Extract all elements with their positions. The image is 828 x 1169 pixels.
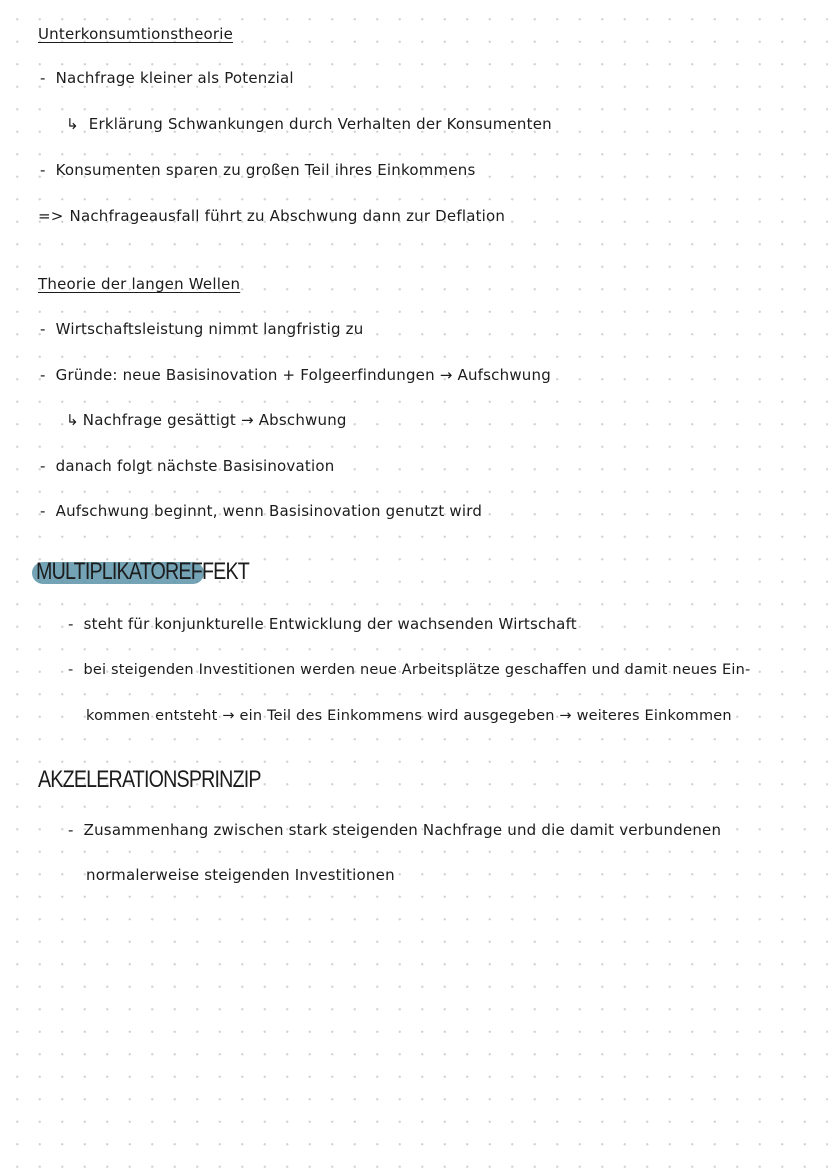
list-item [68, 820, 721, 840]
list-item [40, 68, 294, 88]
list-item [40, 365, 551, 385]
dash-bullet: - [40, 457, 46, 475]
list-item-text: Gründe: neue Basisinovation + Folgeerfindungen → Aufschwung [55, 366, 551, 384]
section-title-akzelerationsprinzip: AKZELERATIONSPRINZIP [38, 766, 261, 793]
return-arrow-icon: ↳ [66, 411, 79, 429]
dash-bullet: - [40, 320, 46, 338]
list-item-text: Nachfrage gesättigt → Abschwung [82, 411, 347, 429]
list-item-text: Zusammenhang zwischen stark steigenden Nachfrage und die damit verbundenen [83, 821, 722, 839]
dash-bullet: - [40, 366, 46, 384]
list-item-text: Nachfrage kleiner als Potenzial [55, 69, 294, 87]
dash-bullet: - [68, 615, 74, 633]
list-item [40, 319, 363, 339]
implies-arrow-icon: => [38, 207, 64, 225]
list-item-text: Aufschwung beginnt, wenn Basisinovation genutzt wird [55, 502, 483, 520]
list-item-text: Nachfrageausfall führt zu Abschwung dann zur Deflation [69, 207, 506, 225]
section-title-unterkonsumtion: Unterkonsumtionstheorie [38, 25, 234, 43]
dash-bullet: - [40, 502, 46, 520]
section-title-multiplikatoreffekt: MULTIPLIKATOREFFEKT [36, 558, 249, 585]
dash-bullet: - [68, 821, 74, 839]
list-item-continuation: kommen entsteht → ein Teil des Einkommens wird ausgegeben → weiteres Einkommen [86, 708, 732, 724]
dash-bullet: - [68, 662, 74, 678]
list-item [68, 660, 750, 680]
list-item-text: bei steigenden Investitionen werden neue Arbeitsplätze geschaffen und damit neues Ein- [83, 662, 751, 678]
list-item-text: Wirtschaftsleistung nimmt langfristig zu [55, 320, 364, 338]
list-item-text: danach folgt nächste Basisinovation [55, 457, 335, 475]
section-title-lange-wellen: Theorie der langen Wellen [38, 275, 241, 293]
list-item-text: Konsumenten sparen zu großen Teil ihres Einkommens [55, 161, 476, 179]
list-item [40, 160, 475, 180]
list-item [40, 501, 482, 521]
list-item-continuation: normalerweise steigenden Investitionen [86, 866, 395, 884]
dash-bullet: - [40, 161, 46, 179]
return-arrow-icon: ↳ [66, 115, 79, 133]
sub-list-item [66, 114, 552, 134]
sub-list-item [66, 410, 347, 430]
list-item [68, 614, 577, 634]
dash-bullet: - [40, 69, 46, 87]
list-item [40, 456, 334, 476]
list-item-text: steht für konjunkturelle Entwicklung der wachsenden Wirtschaft [83, 615, 577, 633]
list-item-text: Erklärung Schwankungen durch Verhalten der Konsumenten [88, 115, 552, 133]
conclusion-item [38, 206, 505, 226]
